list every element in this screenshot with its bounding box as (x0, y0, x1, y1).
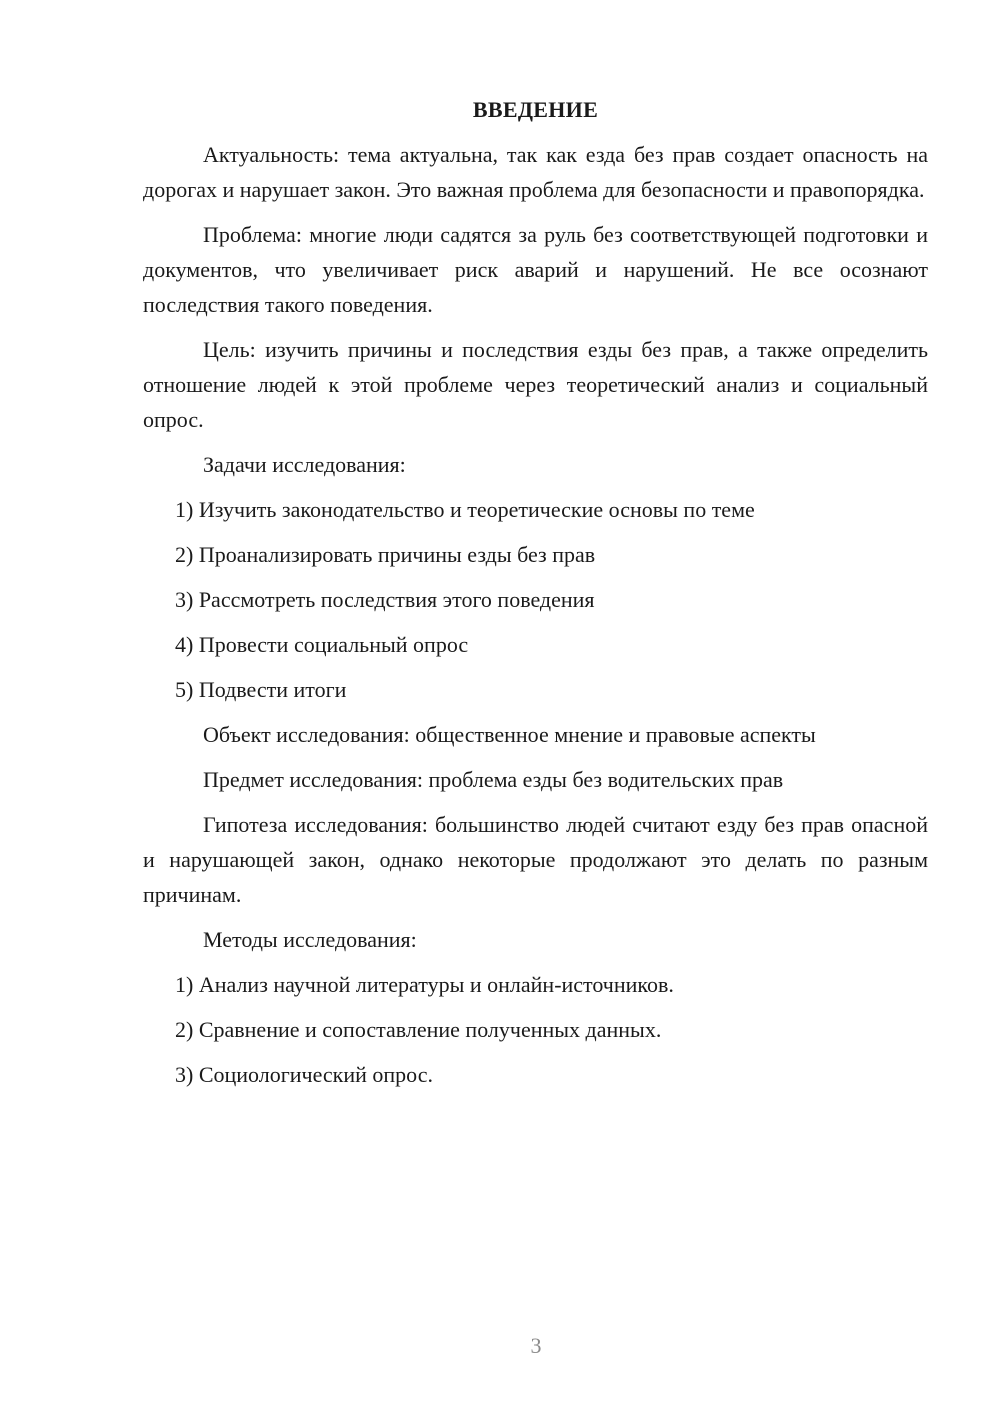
tasks-list (143, 492, 928, 707)
method-item: 1) Анализ научной литературы и онлайн-источников. (175, 972, 674, 997)
goal-paragraph: Цель: изучить причины и последствия езды без прав, а также определить отношение людей к этой проблеме через теоретический анализ и социальный опрос. (143, 337, 928, 432)
hypothesis-paragraph: Гипотеза исследования: большинство людей считают езду без прав опасной и нарушающей закон, однако некоторые продолжают это делать по разным причинам. (143, 812, 928, 907)
task-item: 2) Проанализировать причины езды без прав (175, 542, 596, 567)
method-item: 2) Сравнение и сопоставление полученных данных. (175, 1017, 662, 1042)
tasks-heading: Задачи исследования: (203, 452, 406, 477)
problem-paragraph: Проблема: многие люди садятся за руль без соответствующей подготовки и документов, что увеличивает риск аварий и нарушений. Не все осознают последствия такого поведения. (143, 222, 928, 317)
methods-list (143, 967, 928, 1092)
task-item: 4) Провести социальный опрос (175, 632, 469, 657)
task-item: 3) Рассмотреть последствия этого поведения (175, 587, 595, 612)
page-number: 3 (530, 1333, 542, 1358)
object-line: Объект исследования: общественное мнение и правовые аспекты (203, 722, 816, 747)
relevance-paragraph: Актуальность: тема актуальна, так как езда без прав создает опасность на дорогах и нарушает закон. Это важная проблема для безопасности и правопорядка. (143, 142, 928, 202)
page-content (143, 92, 928, 1102)
task-item: 5) Подвести итоги (175, 677, 347, 702)
method-item: 3) Социологический опрос. (175, 1062, 433, 1087)
section-title: ВВЕДЕНИЕ (472, 97, 599, 122)
subject-line: Предмет исследования: проблема езды без водительских прав (203, 767, 784, 792)
task-item: 1) Изучить законодательство и теоретические основы по теме (175, 497, 755, 522)
methods-heading: Методы исследования: (203, 927, 417, 952)
